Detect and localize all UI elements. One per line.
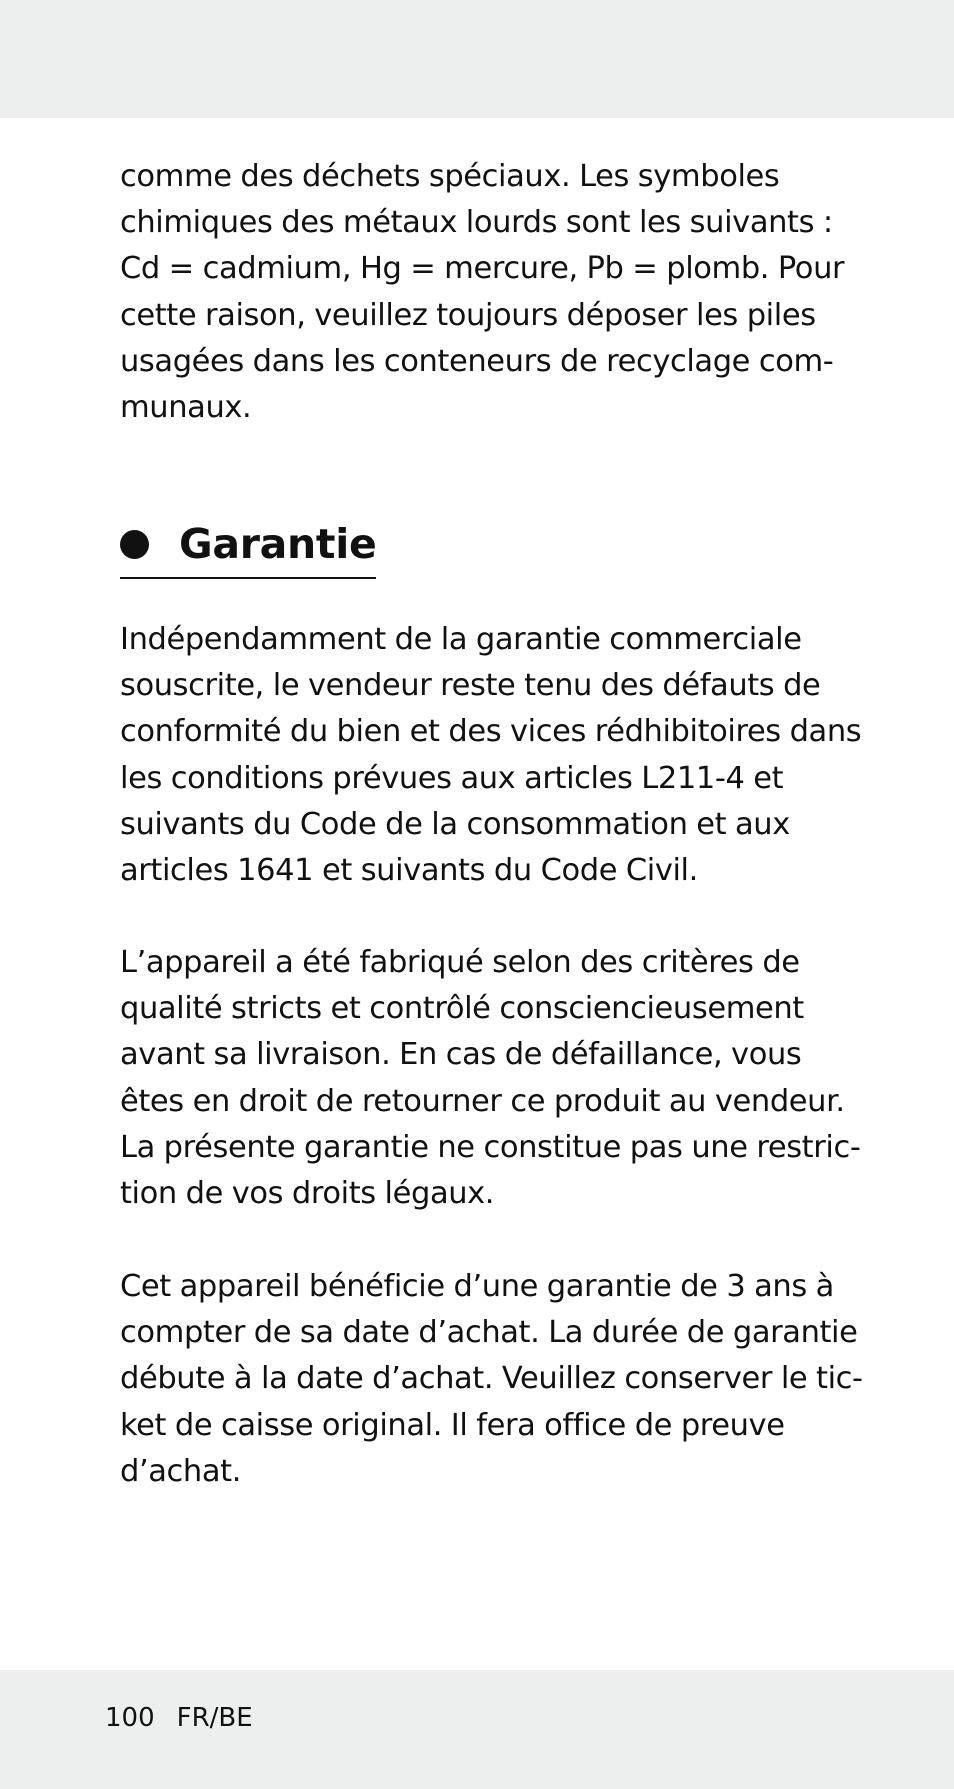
text-line: Cet appareil bénéficie d’une garantie de 3 ans à xyxy=(120,1269,834,1304)
text-line: Indépendamment de la garantie commerciale xyxy=(120,622,802,657)
text-line: cette raison, veuillez toujours déposer les piles xyxy=(120,297,816,333)
bullet-icon xyxy=(120,530,149,559)
locale-label: FR/BE xyxy=(176,1703,253,1733)
header-band xyxy=(0,0,954,118)
text-line: souscrite, le vendeur reste tenu des défauts de xyxy=(120,668,821,704)
text-line: comme des déchets spéciaux. Les symboles xyxy=(120,159,780,194)
text-line: usagées dans les conteneurs de recyclage com- xyxy=(120,343,834,379)
text-line: munaux. xyxy=(120,390,252,426)
text-line: chimiques des métaux lourds sont les suivants : xyxy=(120,205,833,241)
text-line: articles 1641 et suivants du Code Civil. xyxy=(120,853,698,889)
text-line: qualité stricts et contrôlé consciencieusement xyxy=(120,991,804,1027)
text-line: L’appareil a été fabriqué selon des critères de xyxy=(120,945,800,980)
text-line: suivants du Code de la consommation et aux xyxy=(120,806,790,842)
section-title: Garantie xyxy=(179,520,377,568)
text-line: ket de caisse original. Il fera office de preuve xyxy=(120,1407,785,1443)
page-number: 100 xyxy=(105,1703,155,1733)
text-line: La présente garantie ne constitue pas une restric- xyxy=(120,1129,861,1165)
text-line: tion de vos droits légaux. xyxy=(120,1176,495,1212)
section-heading xyxy=(120,515,376,579)
paragraph-quality xyxy=(120,940,860,1217)
text-line: compter de sa date d’achat. La durée de garantie xyxy=(120,1315,858,1351)
text-line: Cd = cadmium, Hg = mercure, Pb = plomb. Pour xyxy=(120,251,845,287)
text-line: êtes en droit de retourner ce produit au vendeur. xyxy=(120,1083,845,1119)
text-line: d’achat. xyxy=(120,1453,241,1489)
paragraph-disposal xyxy=(120,154,844,431)
text-line: avant sa livraison. En cas de défaillance, vous xyxy=(120,1037,802,1073)
text-line: débute à la date d’achat. Veuillez conserver le tic- xyxy=(120,1361,863,1397)
paragraph-legal-warranty xyxy=(120,617,861,894)
text-line: les conditions prévues aux articles L211-4 et xyxy=(120,760,784,796)
page-footer xyxy=(105,1700,253,1736)
text-line: conformité du bien et des vices rédhibitoires dans xyxy=(120,714,862,750)
paragraph-warranty-period xyxy=(120,1264,863,1495)
